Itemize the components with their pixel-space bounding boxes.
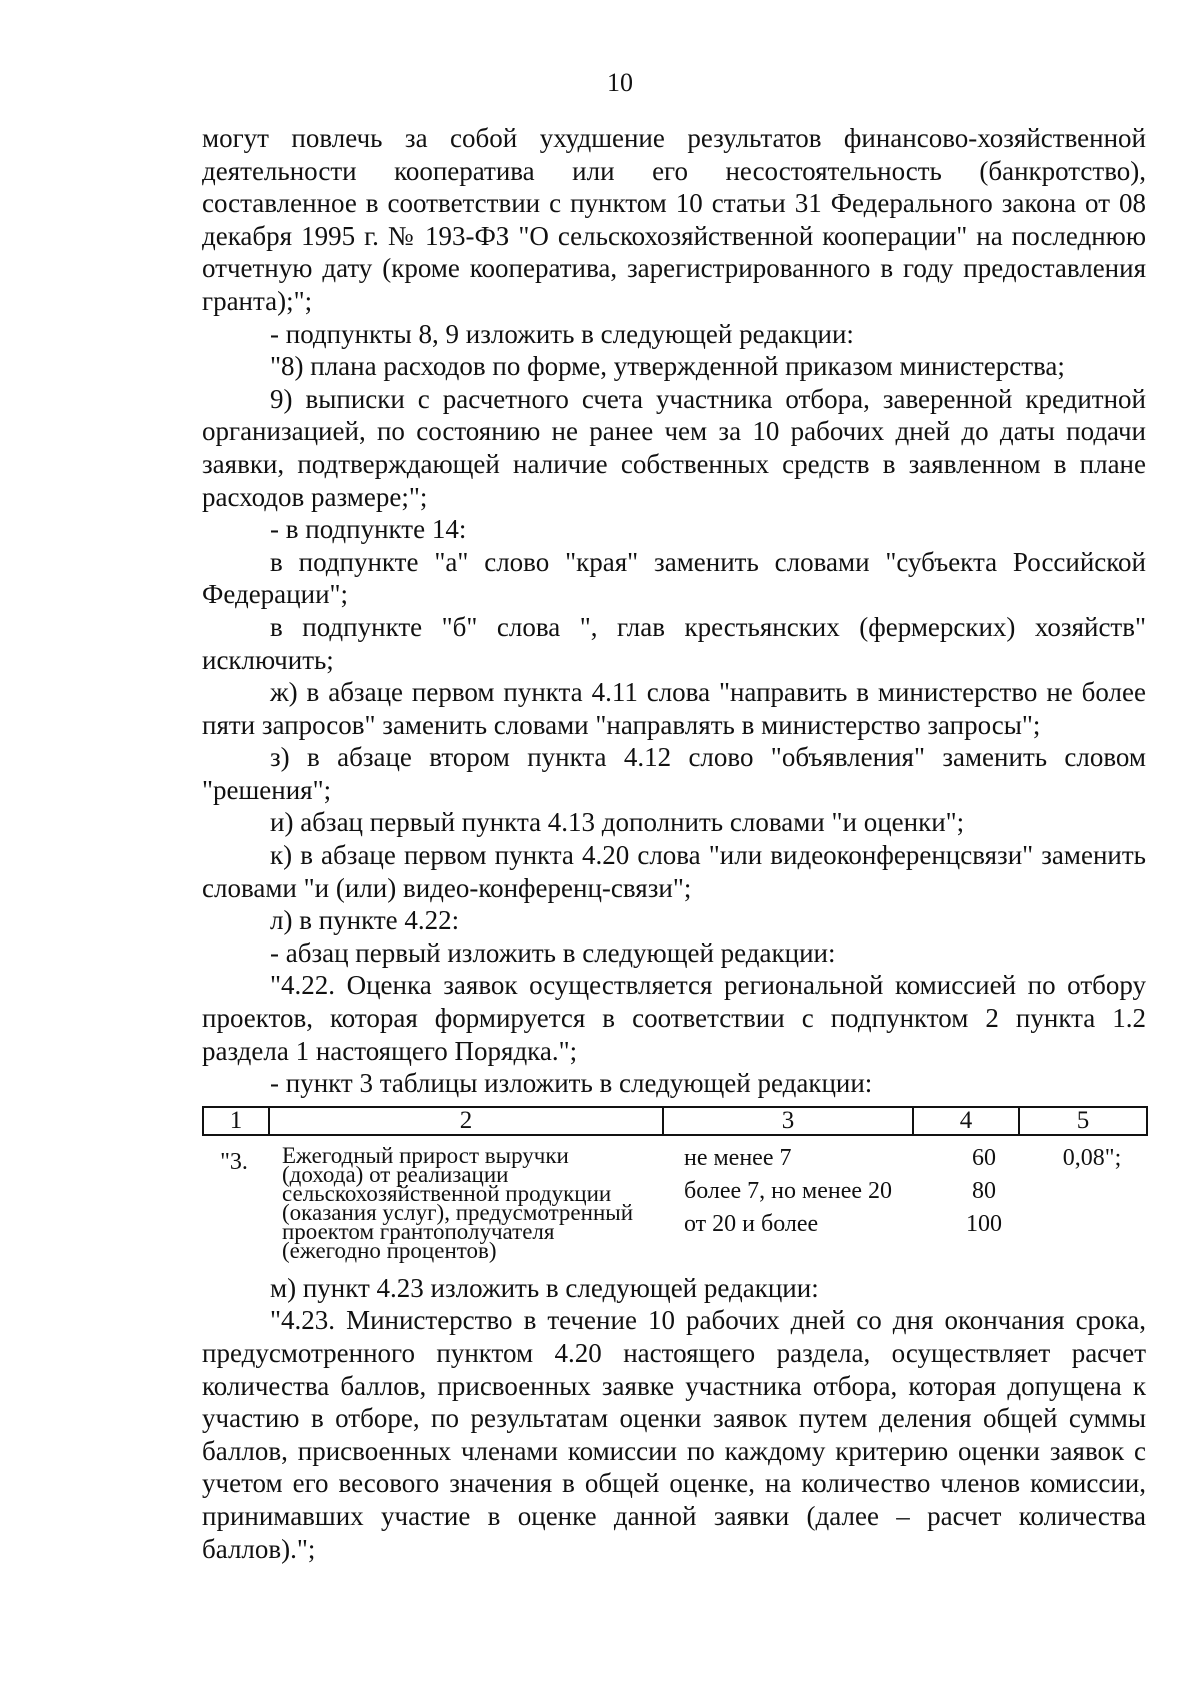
paragraph: л) в пункте 4.22: bbox=[270, 905, 460, 936]
paragraphs-before-table bbox=[202, 122, 1146, 1100]
points-value: 100 bbox=[966, 1210, 1002, 1237]
range-cell bbox=[674, 1146, 932, 1260]
paragraph: м) пункт 4.23 изложить в следующей редакции: bbox=[270, 1272, 819, 1303]
paragraph: "4.22. Оценка заявок осуществляется региональной комиссией по отбору проектов, которая формируется в соответствии с подпунктом 2 пункта 1.2 раздела 1 настоящего Порядка."; bbox=[202, 970, 1146, 1066]
paragraph: "8) плана расходов по форме, утвержденной приказом министерства; bbox=[270, 351, 1065, 382]
paragraph: - пункт 3 таблицы изложить в следующей редакции: bbox=[270, 1068, 873, 1099]
page-number: 10 bbox=[607, 68, 633, 97]
table-header-cell: 3 bbox=[663, 1107, 913, 1135]
paragraph: - подпункты 8, 9 изложить в следующей редакции: bbox=[270, 318, 854, 349]
paragraph: - в подпункте 14: bbox=[270, 514, 467, 545]
paragraph: з) в абзаце втором пункта 4.12 слово "объявления" заменить словом "решения"; bbox=[202, 742, 1146, 805]
table-header-cell: 5 bbox=[1019, 1107, 1147, 1135]
points-value: 60 bbox=[972, 1144, 996, 1171]
criterion-line: сельскохозяйственной продукции bbox=[282, 1180, 612, 1206]
paragraph: и) абзац первый пункта 4.13 дополнить словами "и оценки"; bbox=[270, 807, 965, 838]
row-number: "3. bbox=[220, 1148, 248, 1175]
criteria-table bbox=[202, 1106, 1146, 1263]
criterion-line: (дохода) от реализации bbox=[282, 1161, 509, 1187]
criterion-cell bbox=[266, 1142, 674, 1263]
criterion-line: Ежегодный прирост выручки bbox=[282, 1142, 569, 1168]
document-body bbox=[202, 122, 1146, 1565]
points-value: 80 bbox=[972, 1177, 996, 1204]
weight-value: 0,08"; bbox=[1062, 1144, 1122, 1171]
range-value: не менее 7 bbox=[684, 1144, 792, 1171]
paragraph: в подпункте "б" слова ", глав крестьянских (фермерских) хозяйств" исключить; bbox=[202, 611, 1146, 675]
range-value: от 20 и более bbox=[684, 1210, 819, 1237]
paragraph: в подпункте "а" слово "края" заменить словами "субъекта Российской Федерации"; bbox=[202, 546, 1146, 610]
paragraph: - абзац первый изложить в следующей редакции: bbox=[270, 937, 836, 968]
paragraph: могут повлечь за собой ухудшение результатов финансово-хозяйственной деятельности кооператива или его несостоятельность (банкротство), составленное в соответствии с пунктом 10 статьи 31 Федерального закона от 08 декабря 1995 г. № 193-ФЗ "О сельскохозяйственной кооперации" на последнюю отчетную дату (кроме кооператива, зарегистрированного в году предоставления гранта);"; bbox=[202, 123, 1146, 316]
paragraph: "4.23. Министерство в течение 10 рабочих дней со дня окончания срока, предусмотренного пунктом 4.20 настоящего раздела, осуществляет расчет количества баллов, присвоенных заявке участника отбора, которая допущена к участию в отборе, по результатам оценки заявок путем деления общей суммы баллов, присвоенных членами комиссии по каждому критерию оценки заявок с учетом его весового значения в общей оценке, на количество членов комиссии, принимавших участие в оценке данной заявки (далее – расчет количества баллов)."; bbox=[202, 1305, 1146, 1564]
criterion-line: (оказания услуг), предусмотренный bbox=[282, 1199, 634, 1225]
points-cell bbox=[932, 1146, 1036, 1260]
weight-cell bbox=[1036, 1146, 1148, 1260]
paragraph: ж) в абзаце первом пункта 4.11 слова "направить в министерство не более пяти запросов" заменить словами "направлять в министерство запросы"; bbox=[202, 677, 1146, 740]
paragraph: к) в абзаце первом пункта 4.20 слова "или видеоконференцсвязи" заменить словами "и (или) видео-конференц-связи"; bbox=[202, 840, 1146, 903]
paragraph: 9) выписки с расчетного счета участника отбора, заверенной кредитной организацией, по состоянию не ранее чем за 10 рабочих дней до даты подачи заявки, подтверждающей наличие собственных средств в заявленном в плане расходов размере;"; bbox=[202, 383, 1146, 512]
paragraphs-after-table bbox=[202, 1272, 1146, 1565]
table-header-cell: 4 bbox=[913, 1107, 1019, 1135]
table-row bbox=[202, 1142, 1148, 1263]
criterion-line: (ежегодно процентов) bbox=[282, 1237, 497, 1263]
table-header bbox=[202, 1106, 1148, 1136]
table-header-cell: 1 bbox=[203, 1107, 269, 1135]
range-value: более 7, но менее 20 bbox=[684, 1177, 893, 1204]
table-header-cell: 2 bbox=[269, 1107, 663, 1135]
criterion-line: проектом грантополучателя bbox=[282, 1218, 555, 1244]
